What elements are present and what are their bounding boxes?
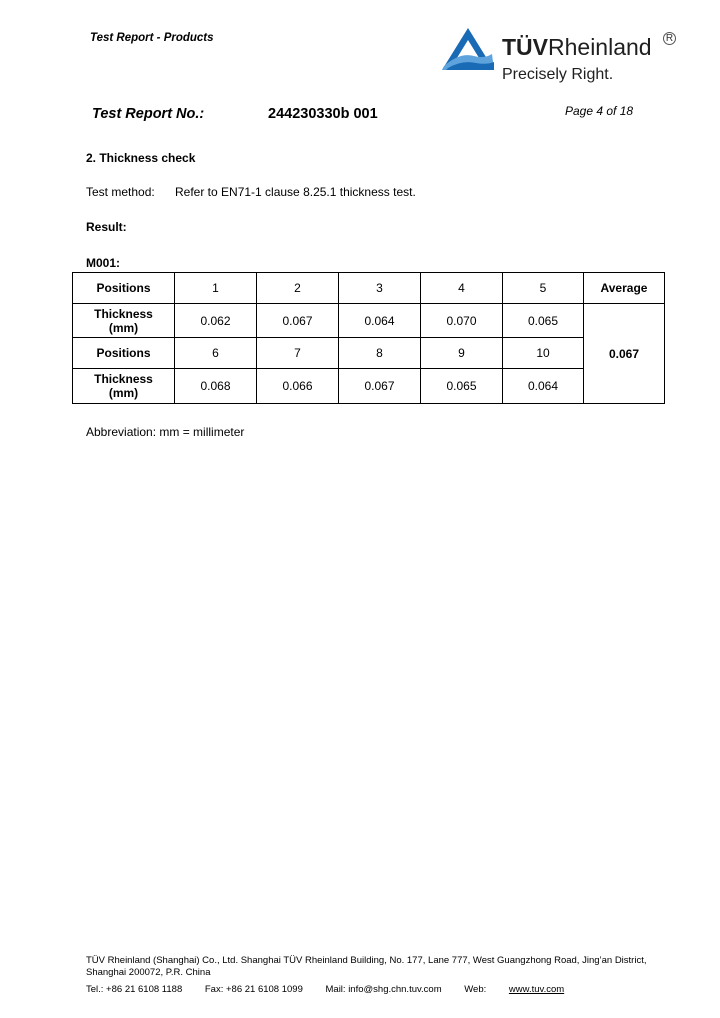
position-cell: 1 <box>175 273 257 304</box>
footer-address-line: TÜV Rheinland (Shanghai) Co., Ltd. Shanghai TÜV Rheinland Building, No. 177, Lane 777, West Guangzhong Road, Jing’an District, <box>86 955 647 966</box>
position-cell: 6 <box>175 338 257 369</box>
footer-contacts <box>86 984 666 996</box>
thickness-cell: 0.067 <box>339 369 421 404</box>
registered-mark: R <box>663 32 676 45</box>
thickness-cell: 0.067 <box>257 304 339 338</box>
section-title: 2. Thickness check <box>86 151 196 165</box>
footer-web: Web: www.tuv.com <box>464 984 565 995</box>
logo-slogan: Precisely Right. <box>502 66 614 83</box>
report-number-label: Test Report No.: <box>92 106 205 122</box>
table-row <box>73 369 665 404</box>
test-method-label: Test method: <box>86 185 155 199</box>
tuv-rheinland-logo <box>440 26 680 90</box>
thickness-cell: 0.065 <box>503 304 584 338</box>
thickness-cell: 0.064 <box>339 304 421 338</box>
thickness-cell: 0.070 <box>421 304 503 338</box>
web-link[interactable]: www.tuv.com <box>508 984 565 995</box>
thickness-header: Thickness (mm) <box>73 304 175 338</box>
thickness-cell: 0.065 <box>421 369 503 404</box>
position-cell: 5 <box>503 273 584 304</box>
thickness-table <box>72 272 665 404</box>
logo-wordmark: TÜVRheinland <box>502 34 652 60</box>
footer-tel: Tel.: +86 21 6108 1188 <box>86 984 183 995</box>
position-cell: 7 <box>257 338 339 369</box>
abbreviation-note: Abbreviation: mm = millimeter <box>86 425 245 439</box>
average-value: 0.067 <box>584 304 665 404</box>
thickness-cell: 0.064 <box>503 369 584 404</box>
report-number: 244230330b 001 <box>268 106 378 122</box>
position-cell: 4 <box>421 273 503 304</box>
footer-address-line: Shanghai 200072, P.R. China <box>86 967 211 978</box>
average-header: Average <box>584 273 665 304</box>
thickness-cell: 0.062 <box>175 304 257 338</box>
footer-fax: Fax: +86 21 6108 1099 <box>204 984 303 995</box>
thickness-header: Thickness (mm) <box>73 369 175 404</box>
sample-label: M001: <box>86 256 121 270</box>
result-label: Result: <box>86 220 127 234</box>
positions-header: Positions <box>73 273 175 304</box>
positions-header: Positions <box>73 338 175 369</box>
table-row <box>73 273 665 304</box>
page-number: Page 4 of 18 <box>565 104 634 118</box>
document-header-tag: Test Report - Products <box>90 32 214 44</box>
table-row <box>73 304 665 338</box>
position-cell: 8 <box>339 338 421 369</box>
test-method-value: Refer to EN71-1 clause 8.25.1 thickness test. <box>175 185 416 199</box>
table-row <box>73 338 665 369</box>
position-cell: 9 <box>421 338 503 369</box>
footer-mail: Mail: info@shg.chn.tuv.com <box>325 984 442 995</box>
footer <box>86 955 666 996</box>
tuv-triangle-icon <box>440 26 496 72</box>
position-cell: 2 <box>257 273 339 304</box>
thickness-cell: 0.066 <box>257 369 339 404</box>
position-cell: 10 <box>503 338 584 369</box>
position-cell: 3 <box>339 273 421 304</box>
thickness-cell: 0.068 <box>175 369 257 404</box>
